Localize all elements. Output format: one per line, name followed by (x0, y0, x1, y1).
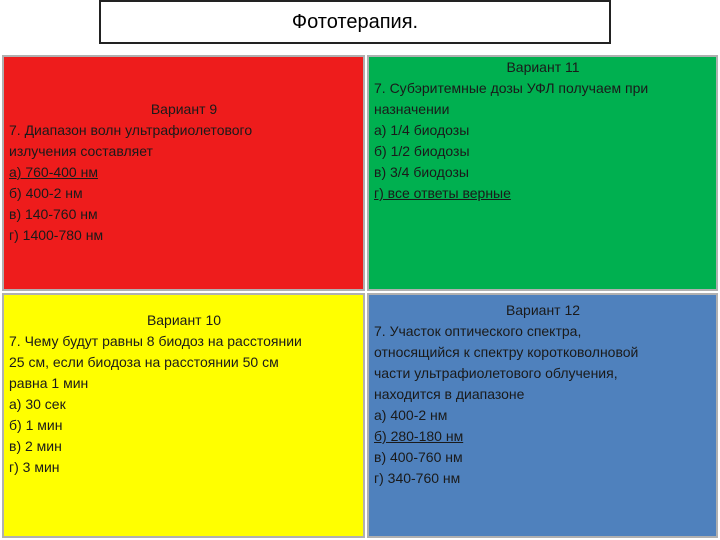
slide-title: Фототерапия. (291, 10, 419, 33)
answer-option-d: г) 3 мин (9, 459, 60, 475)
variant-heading: Вариант 10 (146, 312, 222, 328)
question-line: 7. Участок оптического спектра, (374, 323, 582, 339)
panel-variant-11 (367, 55, 718, 291)
question-line: равна 1 мин (9, 375, 89, 391)
question-line: 25 см, если биодоза на расстоянии 50 см (9, 354, 279, 370)
question-line: части ультрафиолетового облучения, (374, 365, 618, 381)
variant-heading: Вариант 11 (506, 59, 580, 75)
panel-content (9, 310, 359, 478)
answer-option-c: в) 3/4 биодозы (374, 164, 469, 180)
answer-option-c: в) 2 мин (9, 438, 62, 454)
answer-option-b: б) 280-180 нм (374, 428, 464, 444)
panel-variant-12 (367, 293, 718, 538)
answer-option-d: г) 1400-780 нм (9, 227, 104, 243)
answer-option-a: а) 400-2 нм (374, 407, 448, 423)
answer-option-a: а) 30 сек (9, 396, 66, 412)
answer-option-a: а) 760-400 нм (9, 164, 98, 180)
answer-option-b: б) 1 мин (9, 417, 63, 433)
slide-title-box (99, 0, 611, 44)
question-line: излучения составляет (9, 143, 153, 159)
answer-option-b: б) 400-2 нм (9, 185, 83, 201)
answer-option-a: а) 1/4 биодозы (374, 122, 470, 138)
panel-variant-10 (2, 293, 365, 538)
variant-heading: Вариант 9 (150, 101, 218, 117)
question-line: назначении (374, 101, 450, 117)
answer-option-b: б) 1/2 биодозы (374, 143, 470, 159)
answer-option-d: г) все ответы верные (374, 185, 511, 201)
question-line: 7. Субэритемные дозы УФЛ получаем при (374, 80, 649, 96)
answer-option-c: в) 140-760 нм (9, 206, 98, 222)
panel-content (374, 300, 712, 489)
panel-variant-9 (2, 55, 365, 291)
panel-content (9, 99, 359, 246)
question-line: 7. Чему будут равны 8 биодоз на расстоянии (9, 333, 302, 349)
answer-option-c: в) 400-760 нм (374, 449, 463, 465)
panel-content (374, 57, 712, 204)
answer-option-d: г) 340-760 нм (374, 470, 461, 486)
variant-heading: Вариант 12 (505, 302, 581, 318)
question-line: относящийся к спектру коротковолновой (374, 344, 639, 360)
question-line: 7. Диапазон волн ультрафиолетового (9, 122, 253, 138)
question-line: находится в диапазоне (374, 386, 525, 402)
